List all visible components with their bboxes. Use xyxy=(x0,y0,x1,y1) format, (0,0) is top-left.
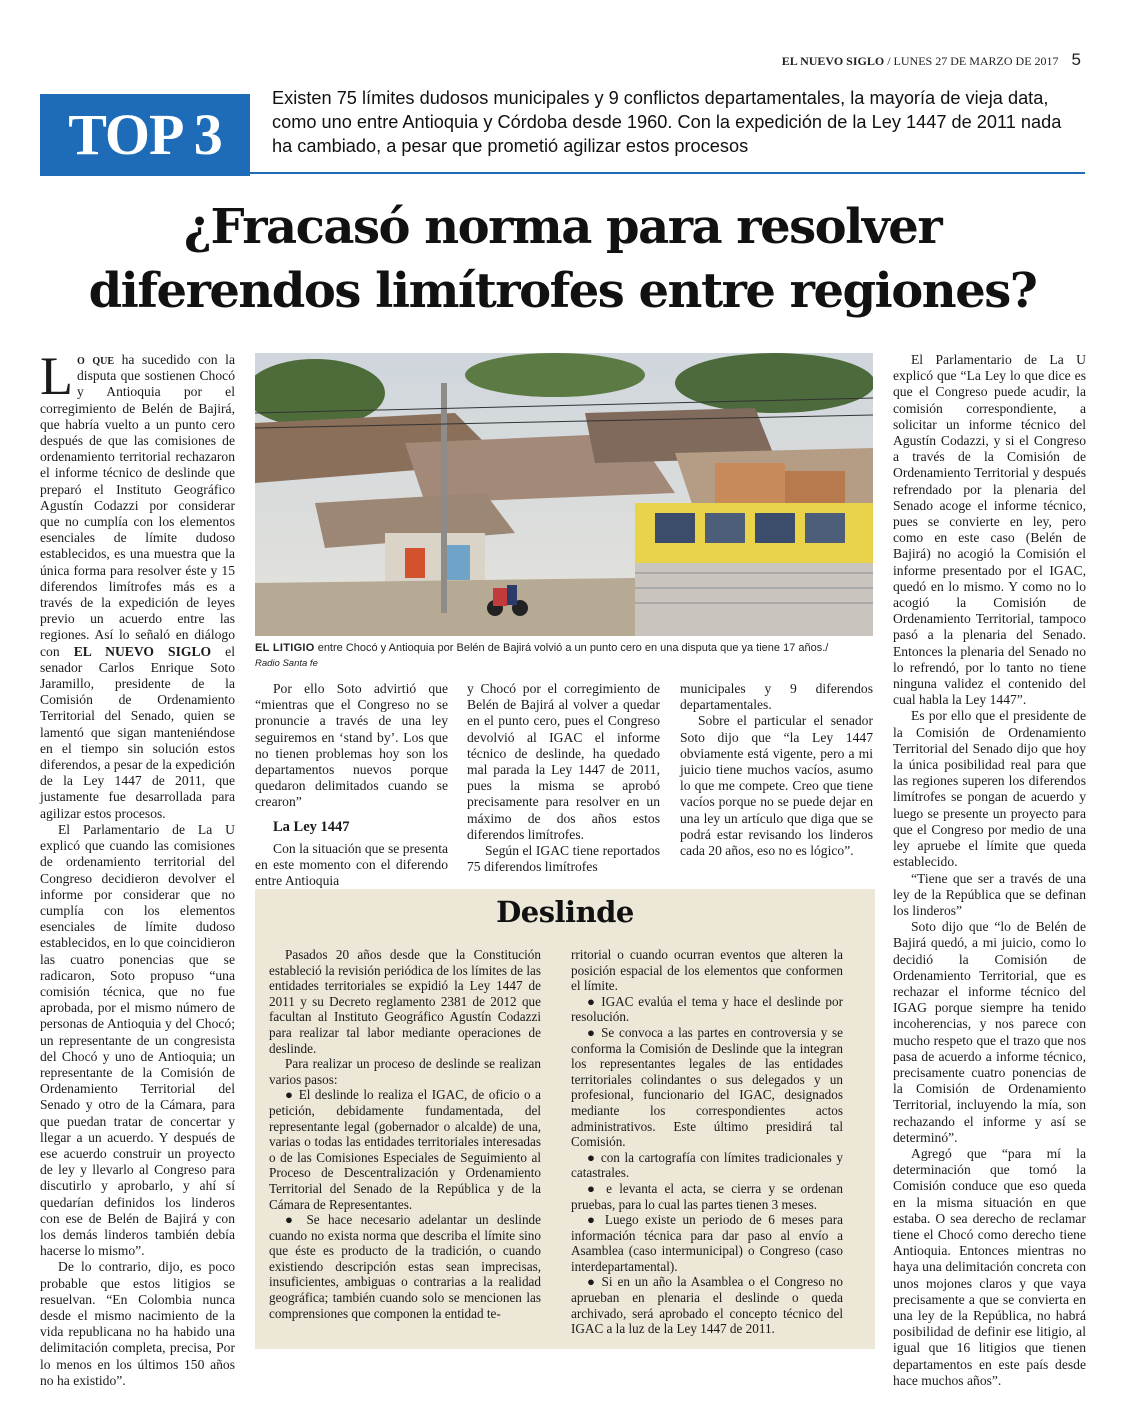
section-tag: TOP 3 xyxy=(40,94,250,176)
masthead xyxy=(782,50,1081,70)
bullet-icon: ● xyxy=(587,1149,601,1165)
bullet-text: IGAC evalúa el tema y hace el deslinde por resolución. xyxy=(571,993,843,1025)
deslinde-box xyxy=(255,889,875,1349)
bullet-text: Si en un año la Asamblea o el Congreso no aprueban en plenaria el deslinde o queda archivado, será aprobado el concepto técnico del IGAC a la luz de la Ley 1447 de 2011. xyxy=(571,1274,843,1337)
paragraph: Es por ello que el presidente de la Comisión de Ordenamiento Territorial del Senado dijo que hoy la única posibilidad real para que las regiones superen los diferendos limítrofes se pongan de acuerdo y luego se presente un proyecto para que el Congreso por medio de una ley apruebe el límite que queda establecido. xyxy=(893,708,1086,870)
bullet-item xyxy=(269,1212,541,1321)
bullet-text: Luego existe un periodo de 6 meses para información técnica para dar paso al envío a Asamblea (caso intermunicipal) o Congreso (caso interdepartamental). xyxy=(571,1212,844,1274)
caption-text: entre Chocó y Antioquia por Belén de Bajirá volvió a un punto cero en una disputa que ya tiene 17 años./ xyxy=(314,642,829,654)
caption-lead: EL LITIGIO xyxy=(255,642,315,654)
bullet-text: con la cartografía con límites tradicionales y catastrales. xyxy=(571,1149,843,1181)
bullet-text: Se convoca a las partes en controversia y se conforma la Comisión de Deslinde que la integran los representantes legales de las entidades territoriales colindantes o sus delegados y un profesional, funcionario del IGAC, designados mediante los correspondientes actos administrativos. Este último presidirá tal Comisión. xyxy=(571,1024,843,1150)
paragraph: El Parlamentario de La U explicó que “La Ley lo que dice es que el Congreso puede acudir, la comisión correspondiente, a solicitar un informe técnico del Agustín Codazzi, y si el Congreso a través de la Comisión de Ordenamiento Territorial y después refrendado por la plenaria del Senado acoge el informe técnico, pues se convierte en ley, pero como en este caso (Belén de Bajirá) no acogió la Comisión el informe presentado por el IGAC, quedó en lo mismo. Y como no lo acogió la Comisión de Ordenamiento Territorial, tampoco pasó a la plenaria del Senado. Entonces la plenaria del Senado no lo refrendó, por lo tanto no tiene ninguna validez el contenido del cual habla la Ley 1447”. xyxy=(893,352,1086,708)
masthead-date: / LUNES 27 DE MARZO DE 2017 xyxy=(887,54,1059,68)
box-column-right xyxy=(571,947,843,1337)
paragraph: Pasados 20 años desde que la Constitución estableció la revisión periódica de los límites de las entidades territoriales se expidió la Ley 1447 de 2011 y su Decreto reglamento 2381 de 2012 que facultan al Instituto Geográfico Agustín Codazzi para realizar tal labor mediante operaciones de deslinde. xyxy=(269,947,541,1056)
lead-caps: o que xyxy=(77,352,115,367)
paper-name-inline: EL NUEVO SIGLO xyxy=(73,643,212,659)
bullet-icon: ● xyxy=(285,1087,299,1103)
bullet-item xyxy=(571,994,843,1025)
subhead-ley-1447: La Ley 1447 xyxy=(273,818,350,835)
bullet-item xyxy=(571,1212,843,1274)
paragraph: Por ello Soto advirtió que “mientras que el Congreso no se pronuncie a través de una ley seguiremos en ‘stand by’. Los que no tienen problemas hoy son los departamentos nuevos porque quedaron delimitados cuando se crearon” xyxy=(255,681,448,810)
bullet-icon: ● xyxy=(587,1180,607,1196)
paragraph: Con la situación que se presenta en este momento con el diferendo entre Antioquia xyxy=(255,840,448,889)
street-scene-illustration xyxy=(255,353,873,636)
bullet-icon: ● xyxy=(587,993,602,1009)
column-4 xyxy=(680,681,873,859)
paragraph: Agregó que “para mí la determinación que tomó la Comisión conduce que eso queda en la misma situación en que estaba. O sea derecho de reclamar tiene el Chocó como derecho tiene Antioquia. Entonces mientras no haya una delimitación concreta con unos mojones claros y que vaya precisamente a que se convierta en una ley de la República, no habrá posibilidad de definir ese litigio, al igual que 16 litigios que tienen departamentos en este país desde hace muchos años”. xyxy=(893,1145,1086,1388)
paragraph: El Parlamentario de La U explicó que cuando las comisiones de ordenamiento territorial del Congreso decidieron devolver el informe por considerar que no cumplía con los elementos esenciales de límite dudoso establecidos, en lo que coincidieron las cuatro ponencias que se radicaron, Soto propuso “una comisión técnica, que no fue aprobada, por el mismo número de personas de Antioquia y del Chocó; un representante de un congresista del Chocó y uno de Antioquia; un representante de la Comisión de Ordenamiento Territorial del Senado y otro de la Cámara, para que puedan tratar de concertar y llegar a un acuerdo. Y después de ese acuerdo construir un proyecto de ley y llevarlo al Congreso para discutirlo y aprobarlo, y ahí sí quedarían definidos los linderos con ese de Belén de Bajirá y con los demás linderos también debía hacerse lo mismo”. xyxy=(40,821,235,1259)
column-5 xyxy=(893,352,1086,1389)
bullet-item xyxy=(571,1274,843,1336)
bullet-item xyxy=(571,1181,843,1212)
bullet-item xyxy=(269,1087,541,1212)
paragraph: Soto dijo que “lo de Belén de Bajirá quedó, a mi juicio, como lo decidió la Comisión de Ordenamiento Territorial, que es rechazar el informe técnico del IGAG porque siempre ha tenido incoherencias, y nos parece con mucho respeto que el trazo que nos pasa de acuerdo a informe técnico, precisamente cuatro ponencias de la Comisión de Ordenamiento Territorial, incluyendo la mía, son rechazando el informe y así se determinó”. xyxy=(893,919,1086,1145)
page-number: 5 xyxy=(1071,50,1081,69)
headline-line-2: diferendos limítrofes entre regiones? xyxy=(88,263,1037,319)
photo-caption xyxy=(255,642,875,670)
paragraph: Sobre el particular el senador Soto dijo que “la Ley 1447 obviamente está vigente, pero a mi juicio tiene muchos vacíos, asumo lo que me compete. Creo que tiene vacíos porque no se puede dejar en una ley un artículo que diga que se podrá estar revisando los linderos cada 20 años, eso no es lógico”. xyxy=(680,713,873,859)
bullet-icon: ● xyxy=(587,1274,602,1290)
column-2 xyxy=(255,681,448,889)
bullet-text: El deslinde lo realiza el IGAC, de oficio o a petición, debidamente fundamentada, del representante legal (gobernador o alcalde) de una, varias o todas las entidades territoriales interesadas o de las Comisiones Especiales de Seguimiento al Proceso de Descentralización y Ordenamiento Territorial del Senado de la República y de la Cámara de Representantes. xyxy=(269,1087,541,1212)
bullet-icon: ● xyxy=(587,1024,602,1040)
headline xyxy=(40,195,1085,323)
bullet-icon: ● xyxy=(587,1212,605,1228)
lead-text: ha sucedido con la disputa que sostienen Chocó y Antioquia por el corregimiento de Belén de Bajirá, que habría vuelto a un punto cero después de que las comisiones de ordenamiento territorial rechazaron el informe técnico de deslinde que preparó el Instituto Geográfico Agustín Codazzi por considerar que no cumplía con los elementos esenciales de límite dudoso establecidos, es una muestra que la única forma para resolver éste y 15 diferendos limítrofes más es a través de la expedición de leyes previo un acuerdo entre las regiones. Así lo señaló en diálogo con xyxy=(40,352,235,659)
paragraph: Para realizar un proceso de deslinde se realizan varios pasos: xyxy=(269,1056,541,1087)
paragraph: municipales y 9 diferendos departamentales. xyxy=(680,681,873,713)
column-3 xyxy=(467,681,660,875)
bullet-text: Se hace necesario adelantar un deslinde cuando no exista norma que describa el límite sino que éste es producto de la tradición, o cuando existiendo descripción estas sean imprecisas, insuficientes, ambiguas o contrarias a la realidad geográfica; también cuando solo se mencionen las comprensiones que componen la entidad te- xyxy=(269,1212,541,1321)
bullet-text: e levanta el acta, se cierra y se ordenan pruebas, para lo cual las partes tienen 3 meses. xyxy=(571,1180,844,1212)
drop-cap: L xyxy=(40,346,73,406)
photo-belen-de-bajira xyxy=(255,353,873,636)
paragraph: Según el IGAC tiene reportados 75 diferendos limítrofes xyxy=(467,843,660,875)
lead-text-end: el senador Carlos Enrique Soto Jaramillo, presidente de la Comisión de Ordenamiento Territorial del Senado, quien se lamentó que sigan manteniéndose en el tiempo sin solución estos diferendos, a pesar de la expedición de la Ley 1447 de 2011, que justamente fue desarrollada para agilizar estos procesos. xyxy=(40,643,235,821)
photo-credit: Radio Santa fe xyxy=(255,658,318,669)
paragraph: De lo contrario, dijo, es poco probable que estos litigios se resuelvan. “En Colombia nunca desde el mismo nacimiento de la vida republicana no ha habido una delimitación completa, precisa, Por lo menos en los últimos 150 años no ha existido”. xyxy=(40,1259,235,1388)
paragraph: rritorial o cuando ocurran eventos que alteren la posición espacial de los elementos que conformen el límite. xyxy=(571,947,843,994)
paragraph: y Chocó por el corregimiento de Belén de Bajirá al volver a quedar en el punto cero, pues el Congreso devolvió al IGAC el informe técnico de deslinde, ha quedado mal parada la Ley 1447 de 2011, pues la misma se aprobó precisamente para resolver en un máximo de dos años estos diferendos limítrofes. xyxy=(467,681,660,842)
masthead-paper-name: EL NUEVO SIGLO xyxy=(781,54,885,68)
box-title: Deslinde xyxy=(496,895,634,929)
bullet-item xyxy=(571,1150,843,1181)
lead-paragraph xyxy=(40,346,235,822)
box-column-left xyxy=(269,947,541,1321)
bullet-item xyxy=(571,1025,843,1150)
headline-line-1: ¿Fracasó norma para resolver xyxy=(183,199,942,255)
header-rule xyxy=(250,172,1085,174)
bullet-icon: ● xyxy=(285,1212,307,1228)
column-1 xyxy=(40,346,235,1389)
paragraph: “Tiene que ser a través de una ley de la República que se definan los linderos” xyxy=(893,870,1086,918)
kicker-text: Existen 75 límites dudosos municipales y 9 conflictos departamentales, la mayoría de vieja data, como uno entre Antioquia y Córdoba desde 1960. Con la expedición de la Ley 1447 de 2011 nada ha cambiado, a pesar que prometió agilizar estos procesos xyxy=(272,88,1062,156)
